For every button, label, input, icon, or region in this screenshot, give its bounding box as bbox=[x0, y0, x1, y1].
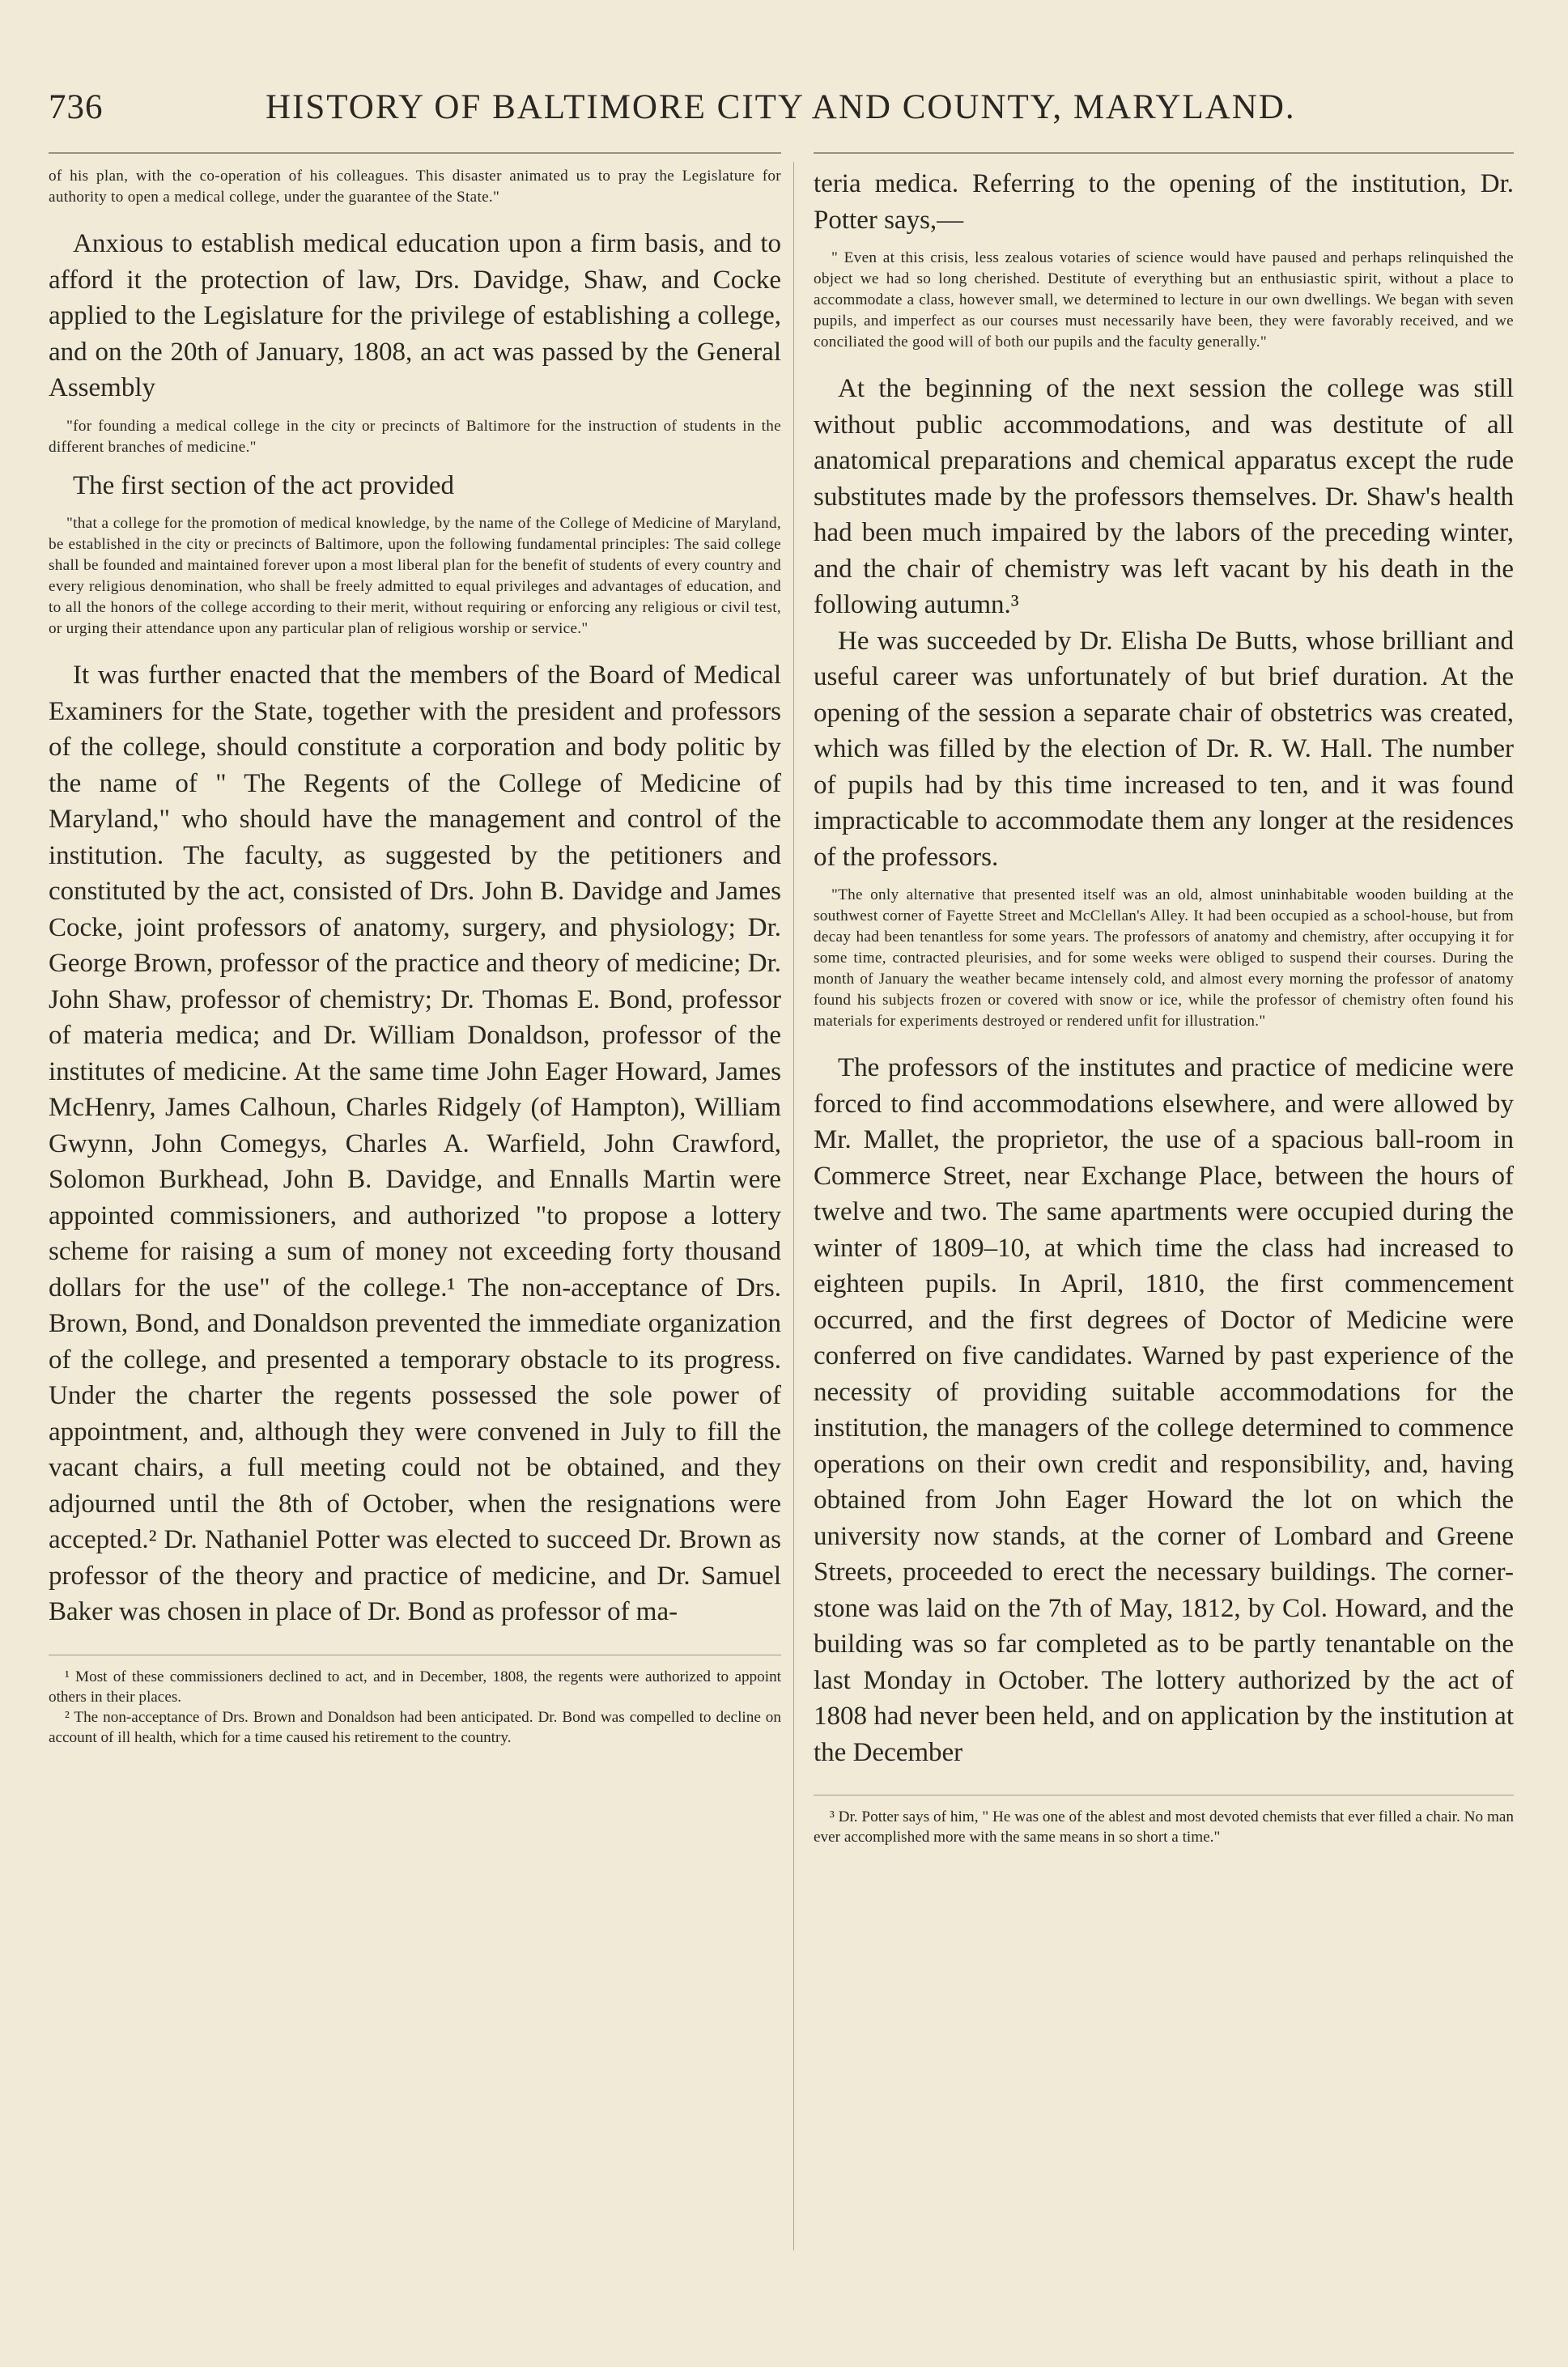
header-rule-left bbox=[49, 152, 781, 154]
header-rule-right bbox=[814, 152, 1514, 154]
footnote-3: ³ Dr. Potter says of him, " He was one of the ablest and most devoted chemists that ever filled a chair. No man ever accomplished more with the same means in so short a time." bbox=[814, 1808, 1514, 1846]
footnote-1: ¹ Most of these commissioners declined to act, and in December, 1808, the regents were authorized to appoint others in their places. bbox=[49, 1668, 781, 1706]
right-column bbox=[814, 166, 1514, 1847]
footnote-2: ² The non-acceptance of Drs. Brown and Donaldson had been anticipated. Dr. Bond was compelled to decline on account of ill health, which for a time caused his retirement to the country. bbox=[49, 1708, 781, 1746]
quote-continuation: of his plan, with the co-operation of his colleagues. This disaster animated us to pray the Legislature for authority to open a medical college, under the guarantee of the State." bbox=[49, 168, 781, 206]
block-quote: "The only alternative that presented itself was an old, almost uninhabitable wooden building at the southwest corner of Fayette Street and McClellan's Alley. It had been occupied as a school-house, but from decay had been tenantless for some years. The professors of anatomy and chemistry, after occupying it for some time, contracted pleurisies, and for some weeks were obliged to suspend their courses. During the month of January the weather became intensely cold, and almost every morning the professor of anatomy found his subjects frozen or covered with snow or ice, while the professor of chemistry often found his materials for experiments destroyed or rendered unfit for illustration." bbox=[814, 886, 1514, 1030]
page-number: 736 bbox=[49, 88, 104, 126]
block-quote: "that a college for the promotion of medical knowledge, by the name of the College of Medicine of Maryland, be established in the city or precincts of Baltimore, upon the following fundamental principles: The said college shall be founded and maintained forever upon a most liberal plan for the benefit of students of every country and every religious denomination, who shall be freely admitted to equal privileges and advantages of education, and to all the honors of the college according to their merit, without requiring or enforcing any religious or civil test, or urging their attendance upon any particular plan of religious worship or service." bbox=[49, 515, 781, 637]
body-paragraph: The first section of the act provided bbox=[73, 470, 455, 500]
body-paragraph: The professors of the institutes and practice of medicine were forced to find accommodations elsewhere, and were allowed by Mr. Mallet, the proprietor, the use of a spacious ball-room in Commerce Street, near Exchange Place, between the hours of twelve and two. The same apartments were occupied during the winter of 1809–10, at which time the class had increased to eighteen pupils. In April, 1810, the first commencement occurred, and the first degrees of Doctor of Medicine were conferred on five candidates. Warned by past experience of the necessity of providing suitable accommodations for the institution, the managers of the college determined to commence operations on their own credit and responsibility, and, having obtained from John Eager Howard the lot on which the university now stands, at the corner of Lombard and Greene Streets, proceeded to erect the necessary buildings. The corner-stone was laid on the 7th of May, 1812, by Col. Howard, and the building was so far completed as to be partly tenantable on the last Monday in October. The lottery authorized by the act of 1808 had never been held, and on application by the institution at the December bbox=[814, 1053, 1514, 1767]
body-paragraph: teria medica. Referring to the opening of the institution, Dr. Potter says,— bbox=[814, 169, 1514, 235]
body-paragraph: He was succeeded by Dr. Elisha De Butts, whose brilliant and useful career was unfortunately of but brief duration. At the opening of the session a separate chair of obstetrics was created, which was filled by the election of Dr. R. W. Hall. The number of pupils had by this time increased to ten, and it was found impracticable to accommodate them any longer at the residences of the professors. bbox=[814, 626, 1514, 872]
body-paragraph: Anxious to establish medical education upon a firm basis, and to afford it the protection of law, Drs. Davidge, Shaw, and Cocke applied to the Legislature for the privilege of establishing a college, and on the 20th of January, 1808, an act was passed by the General Assembly bbox=[49, 229, 781, 402]
body-paragraph: At the beginning of the next session the college was still without public accommodations, and was destitute of all anatomical preparations and chemical apparatus except the rude substitutes made by the professors themselves. Dr. Shaw's health had been much impaired by the labors of the preceding winter, and the chair of chemistry was left vacant by his death in the following autumn.³ bbox=[814, 374, 1514, 619]
block-quote: " Even at this crisis, less zealous votaries of science would have paused and perhaps relinquished the object we had so long cherished. Destitute of everything but an enthusiastic spirit, without a place to accommodate a class, however small, we determined to lecture in our own dwellings. We began with seven pupils, and imperfect as our courses must necessarily have been, they were favorably received, and we conciliated the good will of both our pupils and the faculty generally." bbox=[814, 249, 1514, 351]
column-divider bbox=[793, 162, 794, 2250]
block-quote: "for founding a medical college in the city or precincts of Baltimore for the instruction of students in the different branches of medicine." bbox=[49, 417, 781, 456]
running-title: HISTORY OF BALTIMORE CITY AND COUNTY, MARYLAND. bbox=[266, 88, 1296, 126]
left-column bbox=[49, 166, 781, 1748]
body-paragraph: It was further enacted that the members of the Board of Medical Examiners for the State, together with the president and professors of the college, should constitute a corporation and body politic by the name of " The Regents of the College of Medicine of Maryland," who should have the management and control of the institution. The faculty, as suggested by the petitioners and constituted by the act, consisted of Drs. John B. Davidge and James Cocke, joint professors of anatomy, surgery, and physiology; Dr. George Brown, professor of the practice and theory of medicine; Dr. John Shaw, professor of chemistry; Dr. Thomas E. Bond, professor of materia medica; and Dr. William Donaldson, professor of the institutes of medicine. At the same time John Eager Howard, James McHenry, James Calhoun, Charles Ridgely (of Hampton), William Gwynn, John Comegys, Charles A. Warfield, John Crawford, Solomon Burkhead, John B. Davidge, and Ennalls Martin were appointed commissioners, and authorized "to propose a lottery scheme for raising a sum of money not exceeding forty thousand dollars for the use" of the college.¹ The non-acceptance of Drs. Brown, Bond, and Donaldson prevented the immediate organization of the college, and presented a temporary obstacle to its progress. Under the charter the regents possessed the sole power of appointment, and, although they were convened in July to fill the vacant chairs, a full meeting could not be obtained, and they adjourned until the 8th of October, when the resignations were accepted.² Dr. Nathaniel Potter was elected to succeed Dr. Brown as professor of the theory and practice of medicine, and Dr. Samuel Baker was chosen in place of Dr. Bond as professor of ma- bbox=[49, 661, 781, 1626]
